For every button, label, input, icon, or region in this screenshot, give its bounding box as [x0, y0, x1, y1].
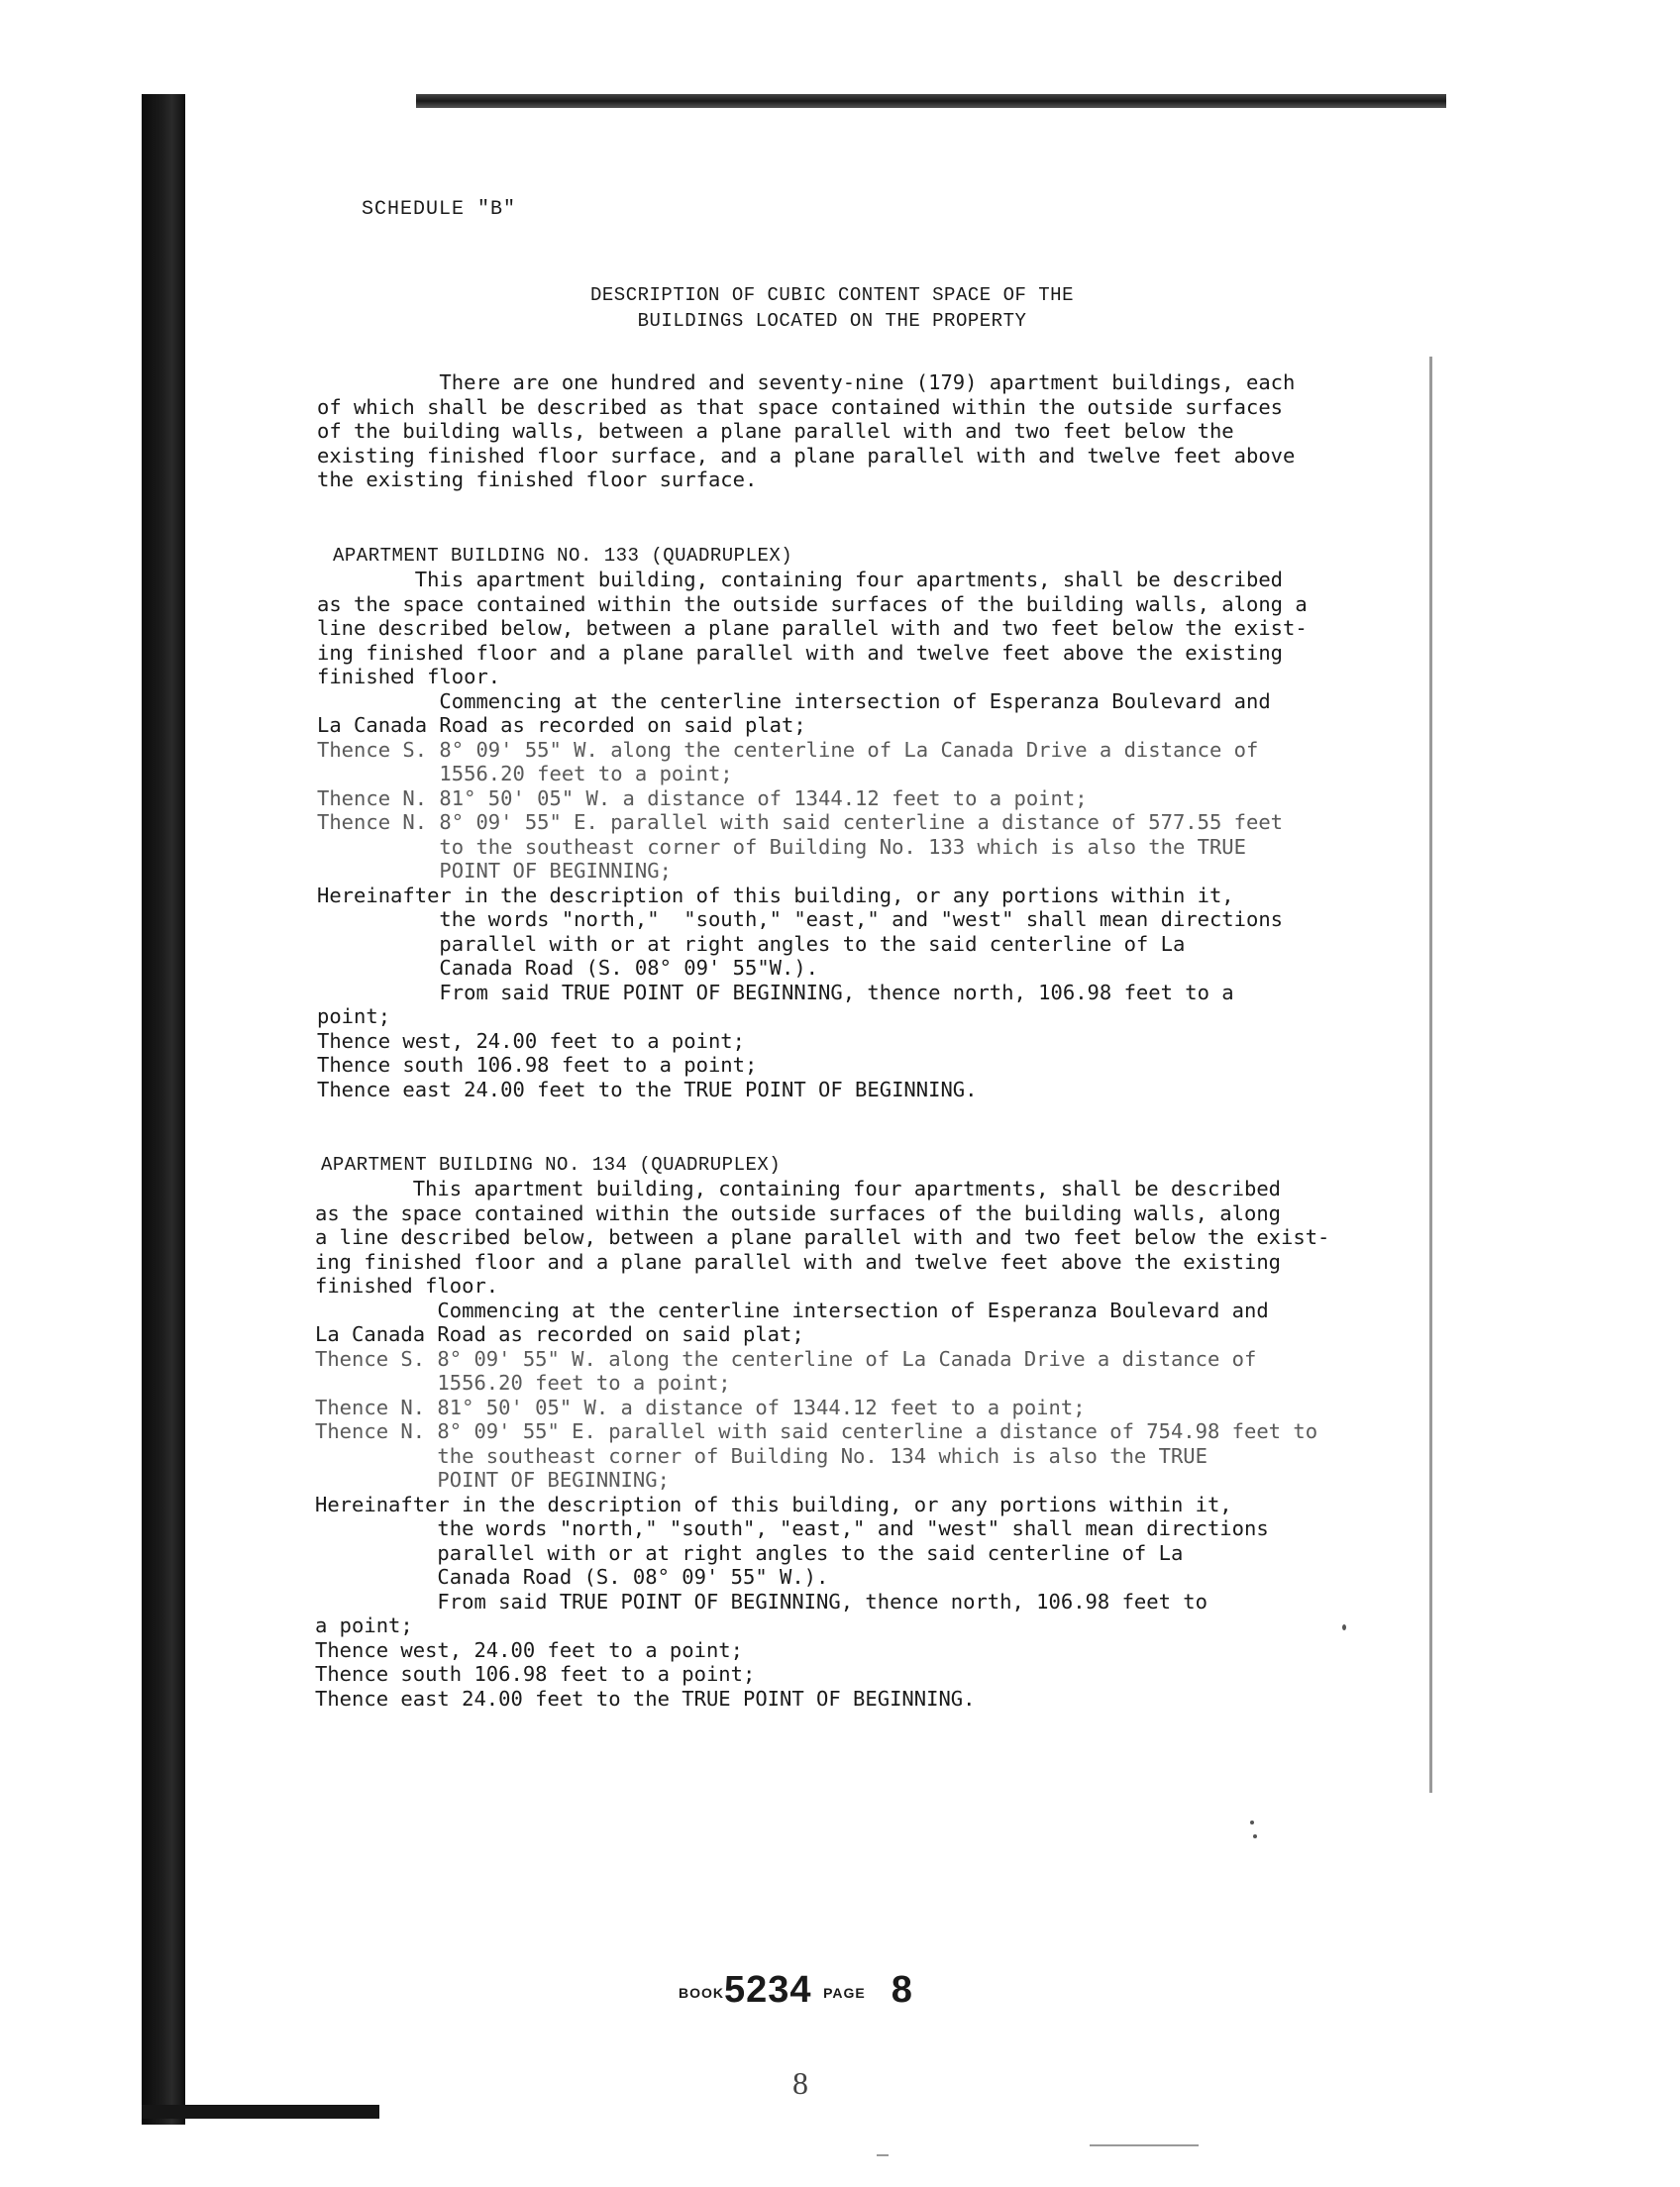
description-line: parallel with or at right angles to the said centerline of La	[315, 1540, 1184, 1565]
document-title	[555, 282, 1109, 334]
description-line: as the space contained within the outside surfaces of the building walls, along	[315, 1200, 1282, 1225]
description-line: Commencing at the centerline intersection of Esperanza Boulevard and	[317, 688, 1271, 713]
description-line: Canada Road (S. 08° 09' 55"W.).	[317, 956, 819, 980]
description-line: ing finished floor and a plane parallel with and twelve feet above the existing	[317, 640, 1284, 665]
description-line: Canada Road (S. 08° 09' 55" W.).	[315, 1565, 829, 1589]
description-line: as the space contained within the outside surfaces of the building walls, along a	[317, 591, 1308, 616]
description-line: Thence N. 81° 50' 05" W. a distance of 1344.12 feet to a point;	[317, 785, 1088, 810]
description-line: Thence west, 24.00 feet to a point;	[315, 1637, 743, 1662]
description-line: finished floor.	[315, 1274, 499, 1298]
building-133-description	[317, 568, 1327, 1101]
intro-paragraph	[317, 370, 1327, 492]
description-line: Hereinafter in the description of this building, or any portions within it,	[317, 883, 1234, 907]
description-line: Thence N. 8° 09' 55" E. parallel with said centerline a distance of 754.98 feet to	[315, 1419, 1318, 1443]
description-line: Thence west, 24.00 feet to a point;	[317, 1028, 745, 1053]
intro-line: There are one hundred and seventy-nine (179) apartment buildings, each	[317, 370, 1296, 394]
description-line: Thence N. 8° 09' 55" E. parallel with said centerline a distance of 577.55 feet	[317, 810, 1284, 834]
intro-line: of the building walls, between a plane parallel with and two feet below the	[317, 419, 1234, 443]
book-number: 5234	[724, 1969, 812, 2011]
description-line: Thence N. 81° 50' 05" W. a distance of 1344.12 feet to a point;	[315, 1395, 1086, 1419]
description-line: 1556.20 feet to a point;	[315, 1371, 731, 1395]
description-line: From said TRUE POINT OF BEGINNING, thence north, 106.98 feet to a	[317, 980, 1234, 1004]
page-number: 8	[792, 2065, 808, 2101]
description-line: ing finished floor and a plane parallel with and twelve feet above the existing	[315, 1249, 1282, 1274]
schedule-label: SCHEDULE "B"	[362, 198, 517, 221]
description-line: Thence S. 8° 09' 55" W. along the centerline of La Canada Drive a distance of	[317, 737, 1259, 762]
book-page-stamp	[679, 1969, 913, 2012]
description-line: 1556.20 feet to a point;	[317, 762, 733, 785]
title-line-1: DESCRIPTION OF CUBIC CONTENT SPACE OF THE	[590, 284, 1074, 306]
description-line: This apartment building, containing four apartments, shall be described	[317, 568, 1284, 591]
building-133-heading: APARTMENT BUILDING NO. 133 (QUADRUPLEX)	[333, 545, 793, 567]
description-line: POINT OF BEGINNING;	[317, 859, 672, 883]
description-line: a point;	[315, 1614, 413, 1637]
description-line: a line described below, between a plane parallel with and two feet below the exist-	[315, 1225, 1330, 1249]
description-line: Thence south 106.98 feet to a point;	[317, 1053, 758, 1077]
building-134-description	[315, 1177, 1330, 1711]
description-line: Thence east 24.00 feet to the TRUE POINT OF BEGINNING.	[317, 1077, 978, 1101]
description-line: From said TRUE POINT OF BEGINNING, thence north, 106.98 feet to	[315, 1589, 1208, 1614]
description-line: Thence south 106.98 feet to a point;	[315, 1662, 756, 1686]
description-line: point;	[317, 1004, 391, 1028]
page-value: 8	[891, 1969, 913, 2011]
description-line: parallel with or at right angles to the said centerline of La	[317, 931, 1186, 956]
intro-line: existing finished floor surface, and a plane parallel with and twelve feet above	[317, 443, 1296, 468]
building-134-heading: APARTMENT BUILDING NO. 134 (QUADRUPLEX)	[321, 1154, 782, 1176]
intro-line: of which shall be described as that space contained within the outside surfaces	[317, 394, 1284, 419]
intro-line: the existing finished floor surface.	[317, 468, 758, 491]
title-line-2: BUILDINGS LOCATED ON THE PROPERTY	[637, 310, 1027, 332]
description-line: the words "north," "south", "east," and "west" shall mean directions	[315, 1516, 1269, 1540]
description-line: to the southeast corner of Building No. 133 which is also the TRUE	[317, 834, 1246, 859]
description-line: La Canada Road as recorded on said plat;	[315, 1322, 804, 1346]
description-line: Commencing at the centerline intersection of Esperanza Boulevard and	[315, 1298, 1269, 1322]
description-line: Thence S. 8° 09' 55" W. along the centerline of La Canada Drive a distance of	[315, 1346, 1257, 1371]
description-line: POINT OF BEGINNING;	[315, 1468, 670, 1492]
description-line: line described below, between a plane parallel with and two feet below the exist-	[317, 616, 1308, 640]
description-line: La Canada Road as recorded on said plat;	[317, 713, 806, 737]
description-line: Thence east 24.00 feet to the TRUE POINT OF BEGINNING.	[315, 1686, 976, 1711]
description-line: This apartment building, containing four apartments, shall be described	[315, 1177, 1282, 1200]
page-label: PAGE	[823, 1985, 866, 2001]
description-line: finished floor.	[317, 665, 501, 688]
book-label: BOOK	[679, 1985, 724, 2001]
description-line: Hereinafter in the description of this building, or any portions within it,	[315, 1492, 1232, 1516]
description-line: the southeast corner of Building No. 134 which is also the TRUE	[315, 1443, 1208, 1468]
description-line: the words "north," "south," "east," and "west" shall mean directions	[317, 907, 1284, 931]
